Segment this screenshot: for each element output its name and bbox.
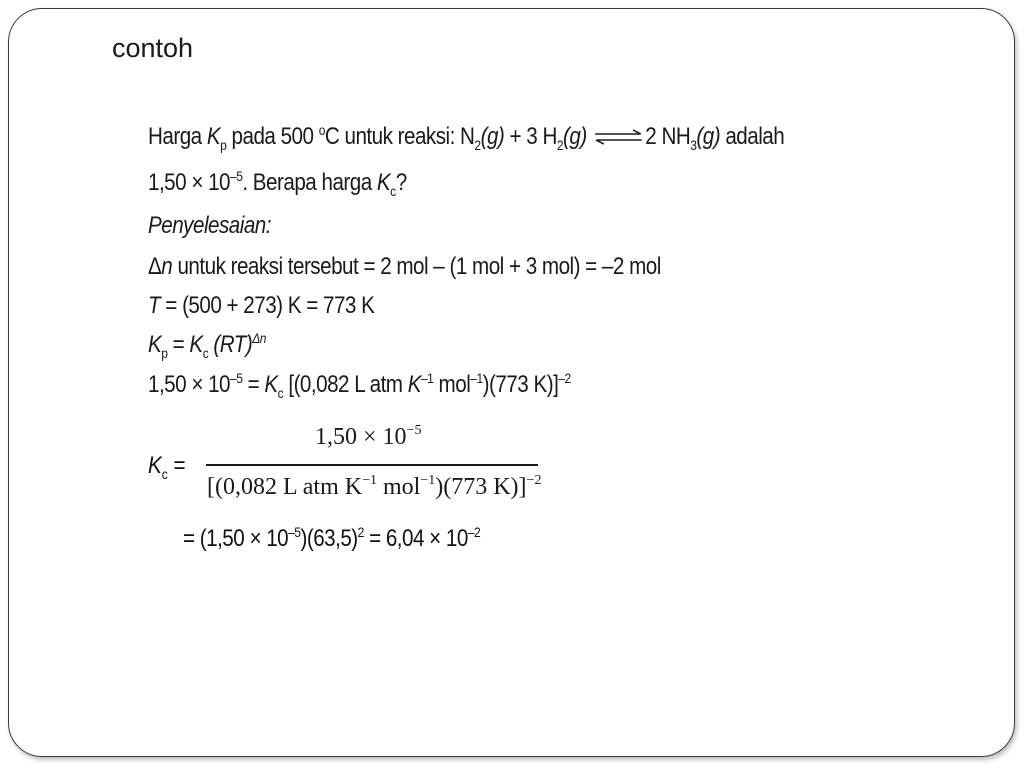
fraction-lhs: $K_c$ =	[148, 452, 186, 482]
equilibrium-arrow-icon	[594, 128, 644, 146]
fraction-bar	[206, 464, 538, 466]
fraction-numerator: $1,50 \times 10^{-5}$	[315, 423, 422, 450]
result-line: = $(1,50 \times 10^{-5})(63,5)^2 = 6,04 \times 10^{-2}$	[183, 524, 481, 552]
solution-delta-n-line: Δn untuk reaksi tersebut = 2 mol – (1 mol + 3 mol) = –2 mol	[148, 253, 661, 280]
solution-temperature-line: T = (500 + 273) K = 773 K	[148, 292, 375, 319]
slide-title: contoh	[112, 33, 194, 63]
solution-kp-relation-line: $K_p = K_c$ (RT)$^{\Delta n}$	[148, 330, 266, 361]
fraction-denominator: [(0,082 L atm $K^{-1}$ mol$^{-1}$)(773 K)]$^{-2}$	[207, 473, 542, 500]
problem-line-1: Harga $K_p$ pada 500 $^o$C untuk reaksi: $N_2(g) + 3$ $H_2(g)$ 2 $NH_3(g)$ adalah	[148, 122, 785, 153]
problem-line-2: $1,50 \times 10^{-5}$. Berapa harga $K_c$?	[148, 168, 407, 199]
solution-substitution-line: $1,50 \times 10^{-5} = K_c$ [(0,082 L atm $K^{-1}$ mol$^{-1}$)(773 K)]$^{-2}$	[148, 370, 571, 401]
solution-heading: Penyelesaian:	[148, 212, 271, 239]
